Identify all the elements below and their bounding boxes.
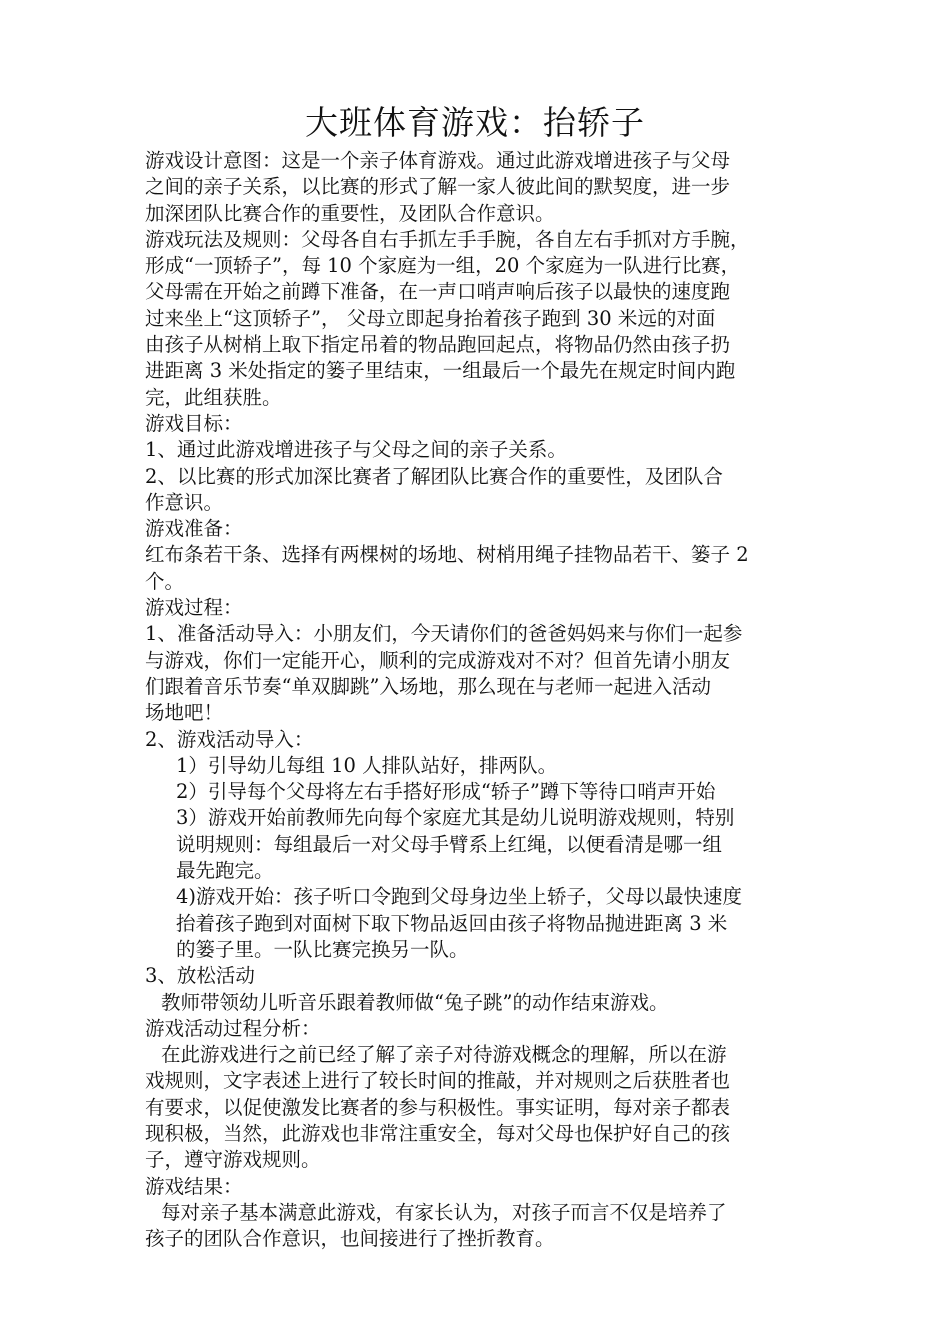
section-heading: 游戏活动过程分析： [145,1016,321,1040]
document-body [145,148,815,1252]
paragraph-line: 完，此组获胜。 [145,385,282,409]
sub-list-item: 3）游戏开始前教师先向每个家庭尤其是幼儿说明游戏规则，特别 [176,806,735,830]
paragraph-line: 之间的亲子关系，以比赛的形式了解一家人彼此间的默契度，进一步 [145,175,731,199]
sub-list-item: 说明规则：每组最后一对父母手臂系上红绳，以便看清是哪一组 [176,832,723,856]
section-heading: 游戏结果： [145,1174,243,1198]
list-item: 2、游戏活动导入： [145,727,314,751]
sub-list-item: 的篓子里。一队比赛完换另一队。 [176,937,469,961]
paragraph-line: 加深团队比赛合作的重要性，及团队合作意识。 [145,201,555,225]
paragraph-line: 每对亲子基本满意此游戏，有家长认为，对孩子而言不仅是培养了 [161,1200,727,1224]
list-item: 1、准备活动导入：小朋友们，今天请你们的爸爸妈妈来与你们一起参 [145,622,743,646]
sub-list-item: 最先跑完。 [176,859,274,883]
list-item: 场地吧！ [145,701,224,725]
paragraph-line: 进距离 3 米处指定的篓子里结束，一组最后一个最先在规定时间内跑 [145,359,736,383]
paragraph-line: 形成“一顶轿子”，每 10 个家庭为一组，20 个家庭为一队进行比赛， [145,254,741,278]
sub-list-item: 2）引导每个父母将左右手搭好形成“轿子”蹲下等待口哨声开始 [176,780,716,804]
list-item: 们跟着音乐节奏“单双脚跳”入场地，那么现在与老师一起进入活动 [145,674,711,698]
section-heading: 游戏准备： [145,517,243,541]
list-item: 3、放松活动 [145,964,255,988]
paragraph-line: 游戏设计意图：这是一个亲子体育游戏。通过此游戏增进孩子与父母 [145,149,731,172]
section-heading: 游戏目标： [145,411,243,435]
paragraph-line: 戏规则，文字表述上进行了较长时间的推敲，并对规则之后获胜者也 [145,1069,731,1093]
paragraph-line: 父母需在开始之前蹲下准备，在一声口哨声响后孩子以最快的速度跑 [145,280,731,304]
paragraph-line: 红布条若干条、选择有两棵树的场地、树梢用绳子挂物品若干、篓子 2 [145,543,749,567]
list-item: 1、通过此游戏增进孩子与父母之间的亲子关系。 [145,438,567,462]
paragraph-line: 教师带领幼儿听音乐跟着教师做“兔子跳”的动作结束游戏。 [161,990,669,1014]
paragraph-line: 过来坐上“这顶轿子”， 父母立即起身抬着孩子跑到 30 米远的对面 [145,306,716,330]
list-item: 作意识。 [145,490,224,514]
document-title: 大班体育游戏：抬轿子 [305,103,645,142]
list-item: 2、以比赛的形式加深比赛者了解团队比赛合作的重要性，及团队合 [145,464,723,488]
list-item: 与游戏，你们一定能开心，顺利的完成游戏对不对？但首先请小朋友 [145,648,731,672]
paragraph-line: 由孩子从树梢上取下指定吊着的物品跑回起点，将物品仍然由孩子扔 [145,333,731,357]
paragraph-line: 在此游戏进行之前已经了解了亲子对待游戏概念的理解，所以在游 [161,1043,727,1067]
paragraph-line: 个。 [145,569,185,593]
paragraph-line: 有要求，以促使激发比赛者的参与积极性。事实证明，每对亲子都表 [145,1095,731,1119]
paragraph-line: 孩子的团队合作意识，也间接进行了挫折教育。 [145,1227,555,1251]
paragraph-line: 子，遵守游戏规则。 [145,1148,321,1172]
paragraph-line: 游戏玩法及规则：父母各自右手抓左手手腕，各自左右手抓对方手腕， [145,227,750,251]
section-heading: 游戏过程： [145,596,243,620]
sub-list-item: 抬着孩子跑到对面树下取下物品返回由孩子将物品抛进距离 3 米 [176,911,728,935]
sub-list-item: 1）引导幼儿每组 10 人排队站好，排两队。 [176,753,558,777]
paragraph-line: 现积极，当然，此游戏也非常注重安全，每对父母也保护好自己的孩 [145,1121,731,1145]
sub-list-item: 4)游戏开始：孩子听口令跑到父母身边坐上轿子，父母以最快速度 [176,885,743,909]
